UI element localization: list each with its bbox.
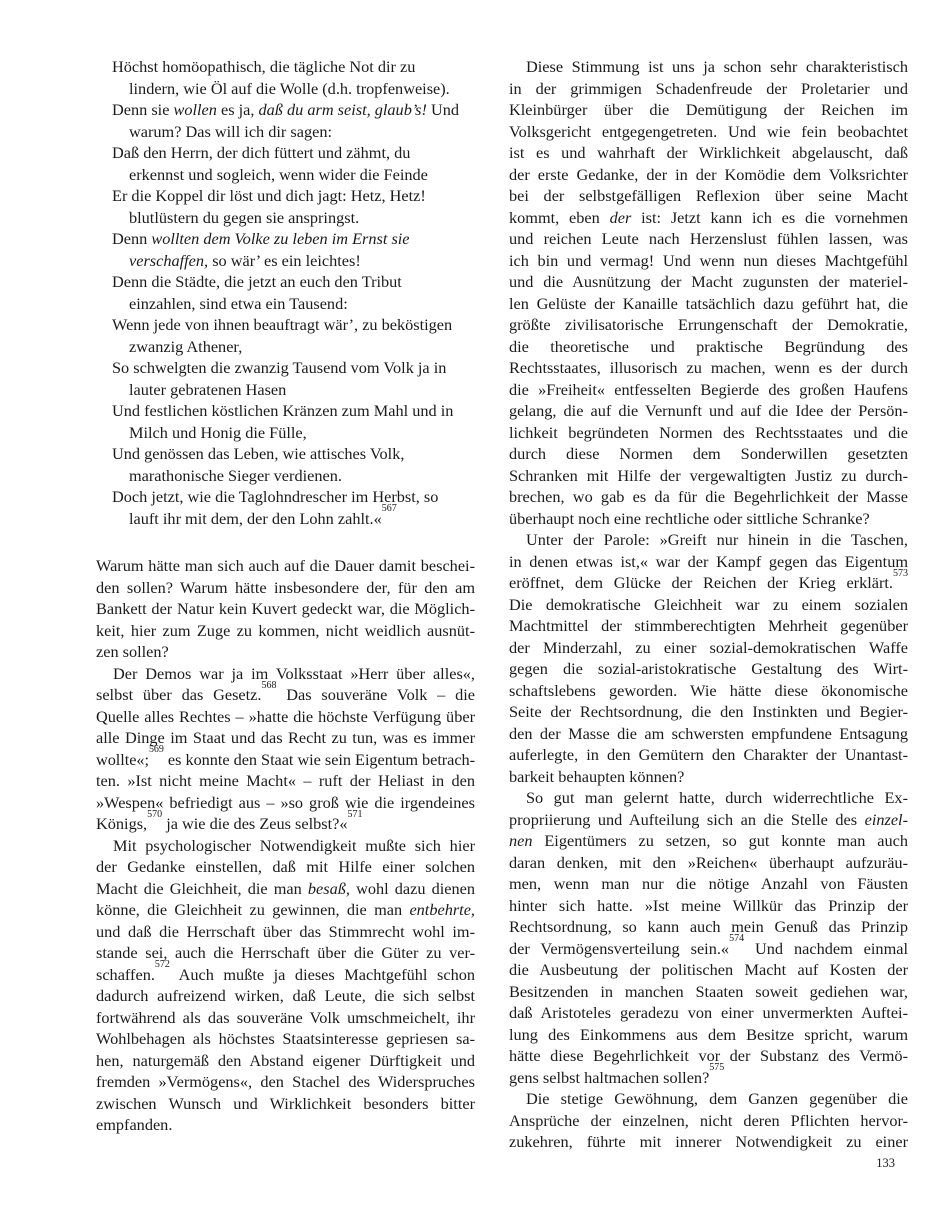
text-line: Diese Stimmung ist uns ja schon sehr charakteristisch <box>526 57 908 76</box>
footnote-reference: 568 <box>261 679 277 691</box>
verse-line: erkennst und sogleich, wenn wider die Feinde <box>129 164 428 184</box>
verse-line: lindern, wie Öl auf die Wolle (d.h. tropfenweise). <box>129 78 450 98</box>
verse-line: Wenn jede von ihnen beauftragt wär’, zu beköstigen <box>112 315 453 334</box>
footnote-reference: 572 <box>154 959 170 971</box>
verse-line: Und festlichen köstlichen Kränzen zum Mahl und in <box>112 401 454 420</box>
text-line: keit, hier zum Zuge zu kommen, nicht weidlich ausnüt- <box>96 620 475 640</box>
verse-line: Und genössen das Leben, wie attisches Volk, <box>112 444 405 463</box>
text-line: den der Masse die am schwersten empfundene Entsagung <box>509 723 908 743</box>
text-line: der Vermögensverteilung sein.«$^{574}$ Und nachdem einmal <box>509 933 908 958</box>
text-line: und daß die Herrschaft über das Stimmrecht wohl im- <box>96 921 475 941</box>
text-line: dadurch aufreizend wirken, daß Leute, die sich selbst <box>96 986 475 1005</box>
text-line: schaffen.$^{572}$ Auch mußte ja dieses Machtgefühl schon <box>96 959 475 984</box>
text-line: der Minderzahl, zu einer sozial-demokratischen Waffe <box>509 637 908 657</box>
text-line: len Gelüste der Kanaille tatsächlich dazu geführt hat, die <box>509 293 908 313</box>
verse-line: Denn wollten dem Volke zu leben im Ernst sie <box>112 229 410 248</box>
text-line: die Ausbeutung der politischen Macht auf Kosten der <box>509 960 908 979</box>
text-line: zukehren, führte mit innerer Notwendigkeit zu einer <box>509 1132 908 1151</box>
verse-line: lauft ihr mit dem, der den Lohn zahlt.«$^{567}$ <box>129 503 397 528</box>
text-line: empfanden. <box>96 1115 173 1134</box>
text-line: Mit psychologischer Notwendigkeit mußte sich hier <box>113 835 475 855</box>
verse-line: verschaffen, so wär’ es ein leichtes! <box>129 250 361 270</box>
text-line: nen Eigentümers zu setzen, so gut konnte man auch <box>509 831 908 850</box>
text-line: eröffnet, dem Glücke der Reichen der Krieg erklärt.$^{573}$ <box>509 567 908 592</box>
text-line: Rechtsstaates, illusorisch zu machen, wenn es der durch <box>509 358 908 377</box>
text-line: daß Aristoteles geradezu von einer unvermerkten Auftei- <box>509 1003 908 1022</box>
italic-text: der <box>609 207 632 227</box>
text-line: könne, die Gleichheit zu gewinnen, die man entbehrte, <box>96 900 475 919</box>
text-line: Seite der Rechtsordnung, die den Instinkten und Begier- <box>509 702 908 721</box>
text-line: zwischen Wunsch und Wirklichkeit besonders bitter <box>96 1093 475 1113</box>
text-line: lung des Einkommens aus dem Besitze spricht, warum <box>509 1024 908 1044</box>
verse-line: marathonische Sieger verdienen. <box>129 465 342 485</box>
italic-text: entbehrte, <box>409 900 475 919</box>
verse-line: Milch und Honig die Fülle, <box>129 422 307 442</box>
text-line: Besitzenden in manchen Staaten soweit gediehen war, <box>509 981 908 1001</box>
text-line: den sollen? Warum hätte insbesondere der, für den am <box>96 577 475 597</box>
text-line: So gut man gelernt hatte, durch widerrechtliche Ex- <box>526 788 908 807</box>
paragraph <box>509 56 908 529</box>
footnote-reference: 574 <box>729 933 745 945</box>
text-line: gelang, die auf die Vernunft und auf die Idee der Persön- <box>509 401 908 420</box>
verse-line: Höchst homöopathisch, die tägliche Not dir zu <box>112 57 416 76</box>
paragraph <box>96 835 475 1136</box>
text-line: Wohlbehagen als höchstes Staatsinteresse gepriesen sa- <box>96 1029 475 1048</box>
text-line: zen sollen? <box>96 642 169 661</box>
text-line: kommt, eben der ist: Jetzt kann ich es die vornehmen <box>509 207 908 227</box>
text-line: selbst über das Gesetz.$^{568}$ Das souveräne Volk – die <box>96 679 475 704</box>
text-line: gegen die sozial-aristokratische Gestaltung des Wirt- <box>509 659 908 678</box>
text-line: Unter der Parole: »Greift nur hinein in die Taschen, <box>526 530 908 549</box>
text-line: lichkeit begründeten Normen des Rechtsstaates und die <box>509 422 908 442</box>
text-line: Ansprüche der einzelnen, nicht deren Pflichten hervor- <box>509 1110 908 1130</box>
text-line: in denen etwas ist,« war der Kampf gegen das Eigentum <box>509 551 908 571</box>
footnote-reference: 570 <box>147 808 163 820</box>
text-line: größte zivilisatorische Errungenschaft der Demokratie, <box>509 315 908 334</box>
verse-line: lauter gebratenen Hasen <box>129 379 287 399</box>
text-line: die theoretische und praktische Begründung des <box>509 336 908 356</box>
text-line: in der grimmigen Schadenfreude der Proletarier und <box>509 78 908 98</box>
verse-line: Er die Koppel dir löst und dich jagt: Hetz, Hetz! <box>112 186 426 205</box>
text-line: gens selbst haltmachen sollen?$^{575}$ <box>509 1062 725 1087</box>
text-line: die »Freiheit« entfesselten Begierde des großen Haufens <box>509 379 908 399</box>
footnote-reference: 569 <box>148 744 164 756</box>
italic-text: einzel- <box>864 809 908 829</box>
footnote-reference: 567 <box>381 503 397 515</box>
italic-text: wollen <box>173 100 217 119</box>
verse-line: warum? Das will ich dir sagen: <box>129 121 333 141</box>
text-line: Macht die Gleichheit, die man besaß, wohl dazu dienen <box>96 878 476 898</box>
text-line: Quelle alles Rechtes – »hatte die höchste Verfügung über <box>96 706 475 726</box>
text-line: Die demokratische Gleichheit war zu einem sozialen <box>509 594 908 614</box>
italic-text: verschaffen, <box>129 250 209 270</box>
italic-text: nen <box>509 831 533 850</box>
text-line: fremden »Vermögens«, den Stachel des Widerspruches <box>96 1072 475 1091</box>
italic-text: daß du arm seist, glaub’s! <box>258 100 427 119</box>
text-line: fortwährend als das souveräne Volk umschmeichelt, ihr <box>96 1007 475 1027</box>
verse-line: Doch jetzt, wie die Taglohndrescher im Herbst, so <box>112 487 439 506</box>
text-line: Warum hätte man sich auch auf die Dauer damit beschei- <box>96 556 475 575</box>
text-line: »Wespen« befriedigt aus – »so groß wie die irgendeines <box>96 792 475 812</box>
text-line: ist es und wahrhaft der Wirklichkeit abgelauscht, daß <box>509 143 908 162</box>
text-line: alle Dinge im Staat und das Recht zu tun, was es immer <box>96 728 475 747</box>
text-line: der Gedanke einstellen, daß mit Hilfe einer solchen <box>96 857 475 876</box>
verse-line: zwanzig Athener, <box>129 336 243 356</box>
paragraph <box>96 663 475 835</box>
paragraph <box>509 529 908 787</box>
paragraph <box>96 555 475 663</box>
text-line: Bankett der Natur kein Kuvert gedeckt war, die Möglich- <box>96 599 475 618</box>
text-line: und reichen Leute nach Herzenslust fühlen lassen, was <box>509 229 908 248</box>
verse-line: Denn sie wollen es ja, daß du arm seist, glaub’s! Und <box>112 100 460 119</box>
verse-line: Daß den Herrn, der dich füttert und zähmt, du <box>112 143 411 162</box>
text-line: men, wenn man nur die nötige Anzahl von Fäusten <box>509 874 908 893</box>
verse-line: einzahlen, sind etwa ein Tausend: <box>129 293 348 313</box>
text-line: brechen, wo gab es da für die Begehrlichkeit der Masse <box>509 487 908 506</box>
text-line: ten. »Ist nicht meine Macht« – ruft der Heliast in den <box>96 771 475 790</box>
left-column <box>96 56 475 1136</box>
text-line: ich bin und vermag! Und wenn nun dieses Machtgefühl <box>509 250 908 270</box>
text-line: und die Ausnützung der Macht zugunsten der materiel- <box>509 272 908 291</box>
paragraph <box>509 1088 908 1153</box>
text-line: stande sei, auch die Herrschaft über die Güter zu ver- <box>96 943 475 962</box>
text-line: barkeit behaupten können? <box>509 766 685 786</box>
verse-line: Denn die Städte, die jetzt an euch den Tribut <box>112 272 402 291</box>
text-line: wollte«;$^{569}$ es konnte den Staat wie sein Eigentum betrach- <box>96 744 475 769</box>
text-line: Machtmittel der stimmberechtigten Mehrheit gegenüber <box>509 616 908 635</box>
text-line: bei der selbstgefälligen Reflexion über seine Macht <box>509 186 908 205</box>
footnote-reference: 573 <box>893 567 908 579</box>
page-number: 133 <box>876 1156 895 1170</box>
footnote-reference: 571 <box>347 808 363 820</box>
text-line: daran denken, mit den »Reichen« überhaupt aufzuräu- <box>509 852 908 872</box>
text-line: Die stetige Gewöhnung, dem Ganzen gegenüber die <box>526 1089 908 1108</box>
text-line: schaftslebens geworden. Wie hätte diese ökonomische <box>509 680 908 700</box>
text-line: auferlegte, in den Gemütern den Charakter der Unantast- <box>509 745 908 764</box>
verse-line: blutlüstern du gegen sie anspringst. <box>129 207 360 227</box>
text-line: durch diese Normen dem Sonderwillen gesetzten <box>509 444 908 463</box>
text-line: hätte diese Begehrlichkeit vor der Substanz des Vermö- <box>509 1046 908 1065</box>
footnote-reference: 575 <box>709 1062 725 1074</box>
text-line: Rechtsordnung, so kann auch mein Genuß das Prinzip <box>509 917 908 936</box>
text-line: überhaupt noch eine rechtliche oder sittliche Schranke? <box>509 508 870 528</box>
text-line: Der Demos war ja im Volksstaat »Herr über alles«, <box>113 663 475 683</box>
text-line: Kleinbürger über die Demütigung der Reichen im <box>509 100 908 119</box>
text-line: Königs,$^{570}$ ja wie die des Zeus selbst?«$^{571}$ <box>96 808 363 833</box>
text-line: hen, naturgemäß den Abstand eigener Dürftigkeit und <box>96 1050 475 1070</box>
verse-line: So schwelgten die zwanzig Tausend vom Volk ja in <box>112 358 447 377</box>
text-line: Volksgericht entgegengetreten. Und wie fein beobachtet <box>509 121 908 141</box>
paragraph <box>509 787 908 1088</box>
italic-text: wollten dem Volke zu leben im Ernst sie <box>151 229 410 248</box>
verse-quote <box>96 56 475 529</box>
text-line: der erste Gedanke, der in der Komödie dem Volksrichter <box>509 164 908 184</box>
italic-text: besaß, <box>307 878 350 898</box>
right-column <box>509 56 908 1153</box>
text-line: hinter sich hatte. »Ist meine Willkür das Prinzip der <box>509 895 908 915</box>
text-line: propriierung und Aufteilung sich an die Stelle des einzel- <box>509 809 908 829</box>
text-line: Schranken mit Hilfe der vergewaltigten Justiz zu durch- <box>509 465 908 485</box>
